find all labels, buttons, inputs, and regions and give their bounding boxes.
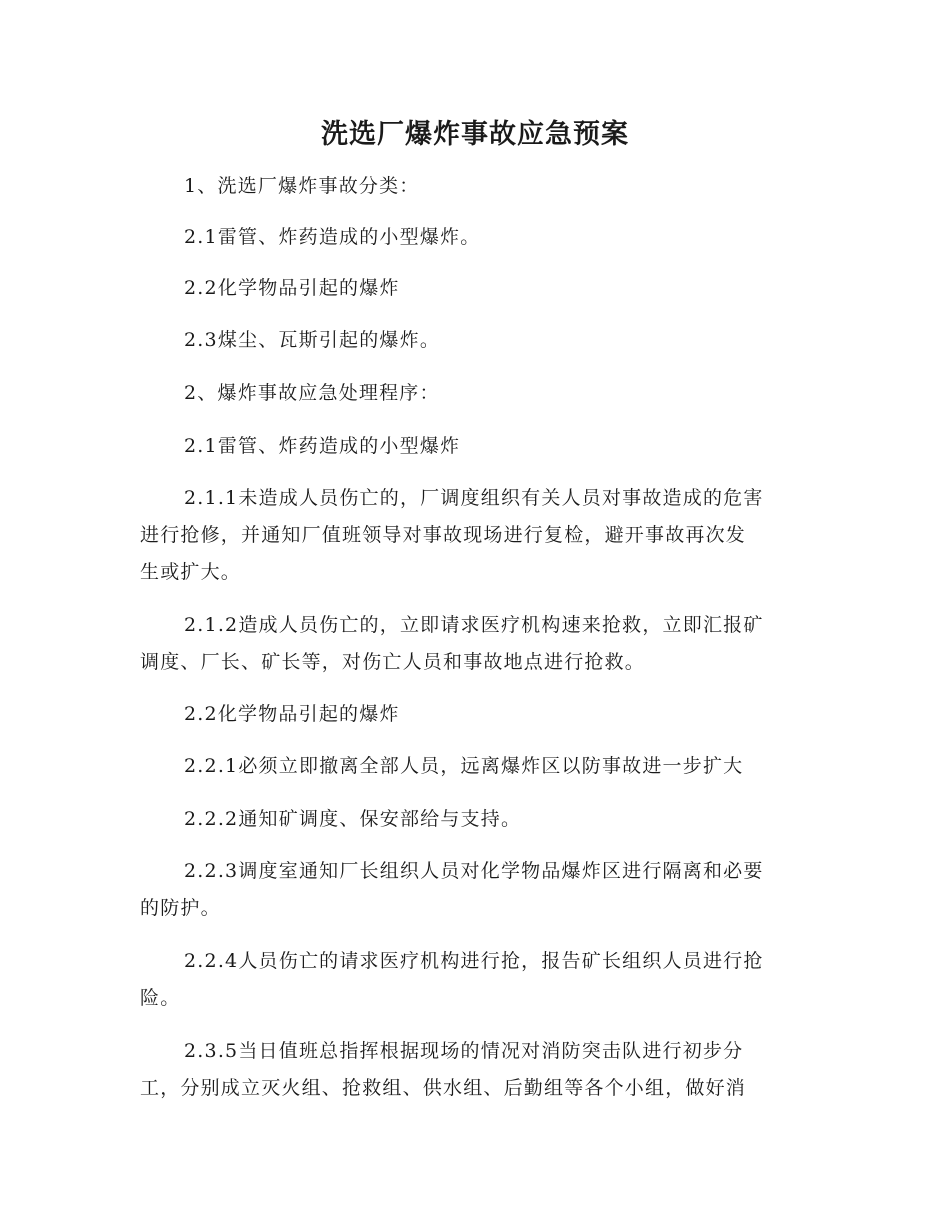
paragraph-line: 2.3.5当日值班总指挥根据现场的情况对消防突击队进行初步分 (184, 1040, 744, 1062)
paragraph-line: 2.2化学物品引起的爆炸 (184, 277, 400, 299)
paragraph-2 (140, 219, 812, 256)
paragraph-line: 2.1雷管、炸药造成的小型爆炸 (184, 435, 461, 457)
paragraph-line: 生或扩大。 (140, 561, 242, 583)
paragraph-line: 工，分别成立灭火组、抢救组、供水组、后勤组等各个小组，做好消 (140, 1077, 747, 1099)
paragraph-line: 的防护。 (140, 897, 221, 919)
paragraph-6 (140, 428, 812, 465)
paragraph-line: 2.2化学物品引起的爆炸 (184, 703, 400, 725)
paragraph-line: 险。 (140, 987, 181, 1009)
paragraph-line: 2.1雷管、炸药造成的小型爆炸。 (184, 226, 481, 248)
paragraph-7 (140, 480, 812, 591)
paragraph-line: 2.2.1必须立即撤离全部人员，远离爆炸区以防事故进一步扩大 (184, 755, 744, 777)
paragraph-line: 2、爆炸事故应急处理程序： (184, 382, 440, 404)
paragraph-11 (140, 801, 812, 838)
paragraph-line: 1、洗选厂爆炸事故分类： (184, 175, 420, 197)
paragraph-14 (140, 1033, 812, 1107)
paragraph-1 (140, 168, 812, 205)
paragraph-line: 2.2.4人员伤亡的请求医疗机构进行抢，报告矿长组织人员进行抢 (184, 950, 764, 972)
paragraph-line: 2.1.2造成人员伤亡的，立即请求医疗机构速来抢救，立即汇报矿 (184, 614, 764, 636)
paragraph-line: 2.2.3调度室通知厂长组织人员对化学物品爆炸区进行隔离和必要 (184, 860, 764, 882)
paragraph-13 (140, 943, 812, 1017)
document-title: 洗选厂爆炸事故应急预案 (321, 119, 629, 150)
paragraph-5 (140, 375, 812, 412)
paragraph-3 (140, 270, 812, 307)
paragraph-12 (140, 853, 812, 927)
paragraph-10 (140, 748, 812, 785)
paragraph-4 (140, 322, 812, 359)
paragraph-line: 调度、厂长、矿长等，对伤亡人员和事故地点进行抢救。 (140, 651, 646, 673)
paragraph-line: 2.3煤尘、瓦斯引起的爆炸。 (184, 329, 441, 351)
paragraph-9 (140, 696, 812, 733)
paragraph-line: 2.1.1未造成人员伤亡的，厂调度组织有关人员对事故造成的危害 (184, 487, 764, 509)
paragraph-line: 2.2.2通知矿调度、保安部给与支持。 (184, 808, 522, 830)
paragraph-8 (140, 607, 812, 681)
paragraph-line: 进行抢修，并通知厂值班领导对事故现场进行复检，避开事故再次发 (140, 524, 747, 546)
